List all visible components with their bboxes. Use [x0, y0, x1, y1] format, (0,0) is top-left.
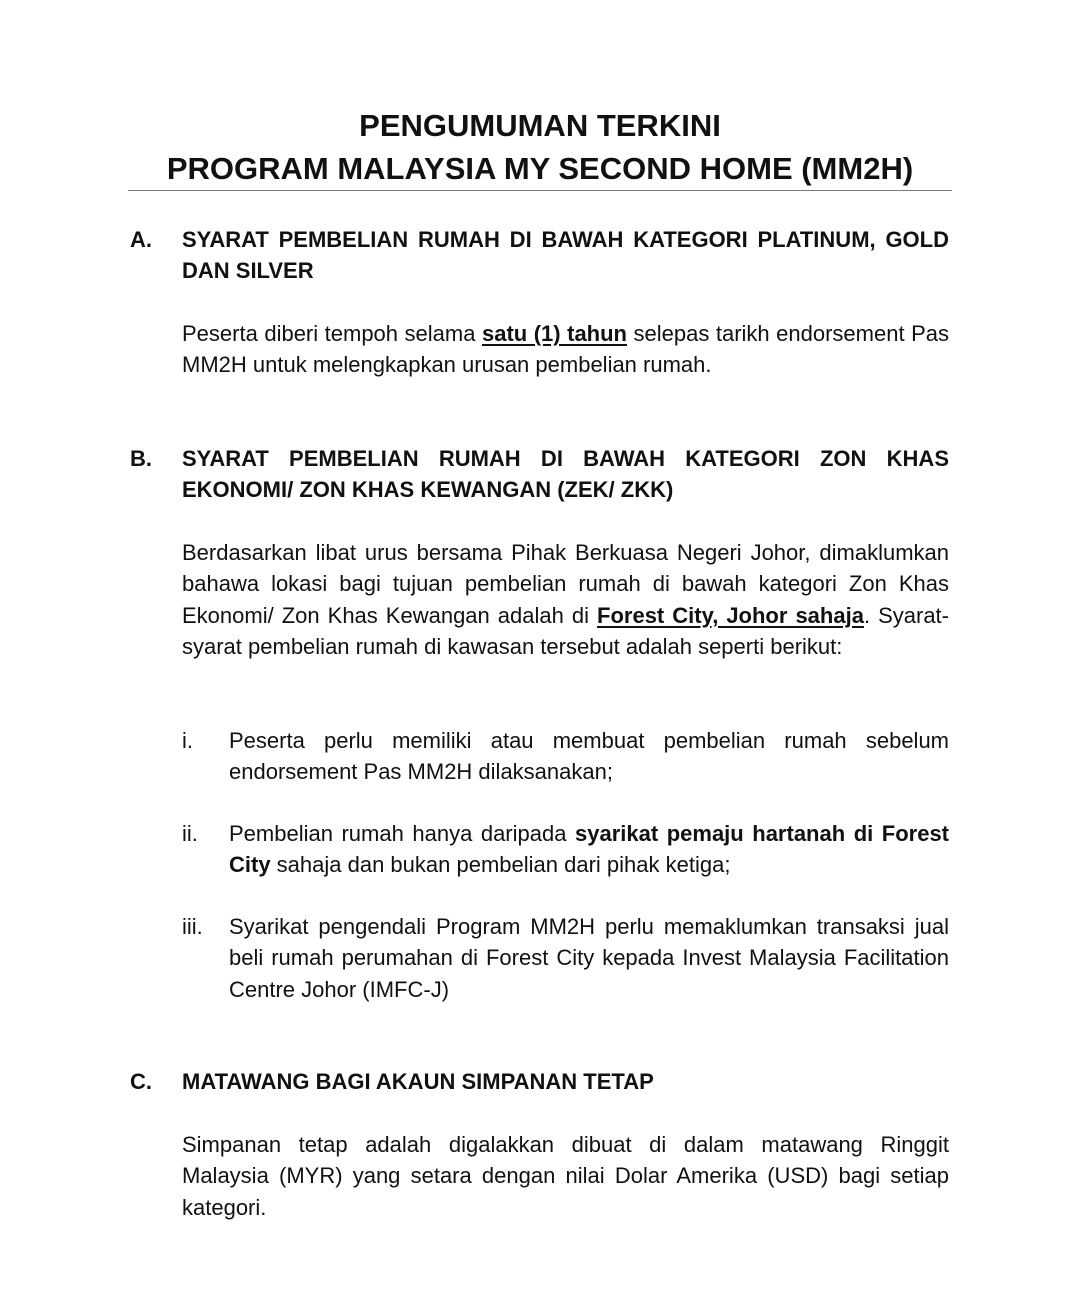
list-item-text: [229, 818, 949, 881]
title-divider: [128, 190, 952, 191]
section-b-letter: B.: [130, 446, 152, 471]
list-item-text-1: Pembelian rumah hanya daripada: [229, 821, 575, 846]
list-item-number: ii.: [182, 821, 198, 846]
section-b-text-2: . Syarat-syarat pembelian rumah di kawasan tersebut adalah seperti berikut:: [182, 602, 949, 659]
list-item-text: Syarikat pengendali Program MM2H perlu memaklumkan transaksi jual beli rumah perumahan di Forest City kepada Invest Malaysia Facilitation Centre Johor (IMFC-J): [229, 914, 949, 1002]
section-a-text-1: Peserta diberi tempoh selama: [182, 321, 482, 346]
section-b-emphasis: Forest City, Johor sahaja: [597, 602, 864, 628]
section-b-text-1: Berdasarkan libat urus bersama Pihak Berkuasa Negeri Johor, dimaklumkan bahawa lokasi bagi tujuan pembelian rumah di bawah kategori Zon Khas Ekonomi/ Zon Khas Kewangan adalah di: [182, 540, 949, 628]
list-item-text-2: sahaja dan bukan pembelian dari pihak ketiga;: [270, 852, 731, 878]
section-c-heading: MATAWANG BAGI AKAUN SIMPANAN TETAP: [182, 1069, 654, 1094]
section-a-emphasis: satu (1) tahun: [481, 321, 627, 346]
document-title: [0, 104, 1080, 190]
title-line-1: PENGUMUMAN TERKINI: [359, 108, 721, 143]
list-item-number: i.: [182, 728, 193, 753]
section-a-paragraph: [182, 318, 949, 381]
section-b-paragraph: [182, 537, 949, 662]
title-line-2: PROGRAM MALAYSIA MY SECOND HOME (MM2H): [166, 151, 914, 186]
section-a-text-2: selepas tarikh endorsement Pas MM2H untuk melengkapkan urusan pembelian rumah.: [182, 321, 949, 378]
list-item-text: Peserta perlu memiliki atau membuat pembelian rumah sebelum endorsement Pas MM2H dilaksanakan;: [229, 728, 949, 785]
section-c-letter: C.: [130, 1069, 152, 1094]
list-item-emphasis: syarikat pemaju hartanah di Forest City: [229, 821, 950, 878]
section-c-paragraph: Simpanan tetap adalah digalakkan dibuat di dalam matawang Ringgit Malaysia (MYR) yang setara dengan nilai Dolar Amerika (USD) bagi setiap kategori.: [182, 1132, 949, 1220]
list-item-number: iii.: [182, 914, 203, 939]
section-b-heading: SYARAT PEMBELIAN RUMAH DI BAWAH KATEGORI ZON KHAS EKONOMI/ ZON KHAS KEWANGAN (ZEK/ ZKK): [182, 446, 949, 502]
section-a-heading: SYARAT PEMBELIAN RUMAH DI BAWAH KATEGORI PLATINUM, GOLD DAN SILVER: [182, 227, 949, 283]
section-a-letter: A.: [130, 227, 152, 252]
